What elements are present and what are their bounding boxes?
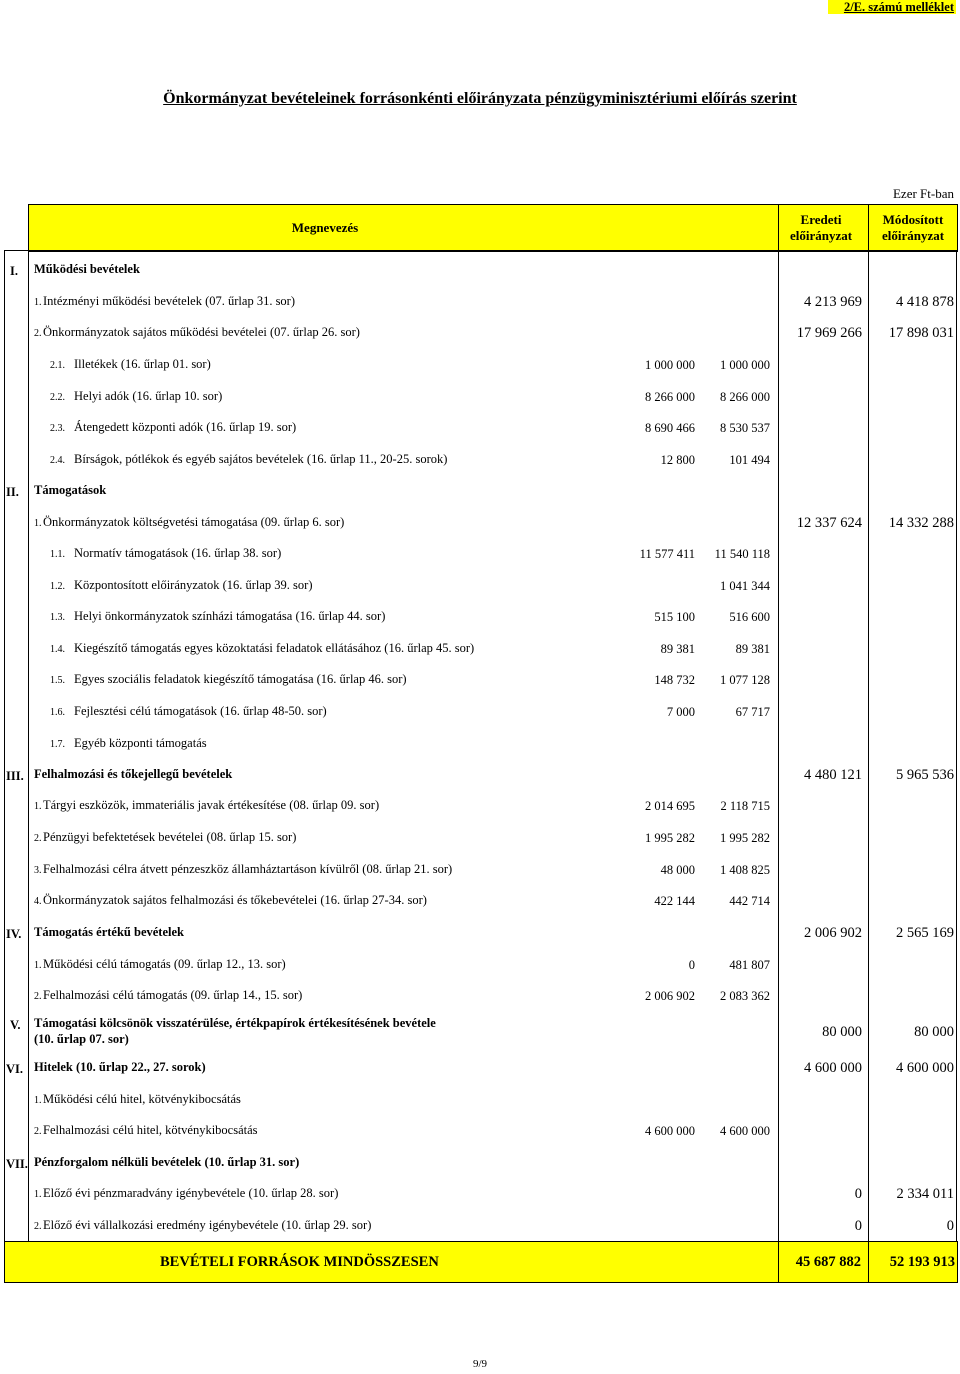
- row-label: Kiegészítő támogatás egyes közoktatási feladatok ellátásához (16. űrlap 45. sor): [74, 641, 475, 655]
- sub-original-value: 2 014 695: [645, 799, 695, 813]
- modified-value: 4 418 878: [896, 294, 954, 310]
- sub-original-value: 7 000: [666, 705, 695, 719]
- sub-original-value: 11 577 411: [639, 547, 695, 561]
- row-label: Működési célú hitel, kötvénykibocsátás: [43, 1092, 241, 1106]
- modified-value: 14 332 288: [888, 515, 954, 531]
- sub-original-value: 515 100: [654, 610, 695, 624]
- modified-value: 4 600 000: [896, 1060, 954, 1076]
- original-value: 17 969 266: [796, 325, 862, 341]
- section-title: Felhalmozási és tőkejellegű bevételek: [34, 767, 233, 781]
- row-label: Egyes szociális feladatok kiegészítő támogatása (16. űrlap 46. sor): [74, 672, 407, 686]
- original-value: 4 600 000: [804, 1060, 862, 1076]
- row-label: Normatív támogatások (16. űrlap 38. sor): [74, 546, 282, 560]
- sub-modified-value: 481 807: [729, 958, 770, 972]
- row-label: Tárgyi eszközök, immateriális javak értékesítése (08. űrlap 09. sor): [43, 798, 380, 812]
- row-label: Központosított előirányzatok (16. űrlap 39. sor): [74, 578, 313, 592]
- header-name: Megnevezés: [291, 220, 359, 235]
- sub-modified-value: 89 381: [735, 642, 770, 656]
- sub-modified-value: 2 083 362: [720, 989, 770, 1003]
- grid-line: [868, 1241, 869, 1282]
- sub-modified-value: 1 077 128: [720, 673, 770, 687]
- sub-modified-value: 516 600: [729, 610, 770, 624]
- modified-value: 5 965 536: [896, 767, 954, 783]
- sub-modified-value: 8 266 000: [720, 390, 770, 404]
- row-label: Illetékek (16. űrlap 01. sor): [74, 357, 211, 371]
- modified-value: 17 898 031: [888, 325, 954, 341]
- original-value: 80 000: [822, 1024, 862, 1040]
- grid-line: [778, 1241, 779, 1282]
- section-number: I.: [10, 264, 18, 278]
- row-index: 2.4.: [50, 455, 65, 466]
- annex-tag: 2/E. számú melléklet: [828, 0, 956, 14]
- sub-modified-value: 1 408 825: [720, 863, 770, 877]
- row-index: 2.: [34, 991, 42, 1002]
- row-index: 1.3.: [50, 612, 65, 623]
- modified-value: 0: [946, 1218, 954, 1234]
- sub-modified-value: 442 714: [729, 894, 770, 908]
- row-label: Működési célú támogatás (09. űrlap 12., 13. sor): [43, 957, 286, 971]
- modified-value: 80 000: [914, 1024, 954, 1040]
- row-index: 1.7.: [50, 739, 65, 750]
- total-modified: 52 193 913: [889, 1254, 955, 1270]
- row-label: Bírságok, pótlékok és egyéb sajátos bevételek (16. űrlap 11., 20-25. sorok): [74, 452, 448, 466]
- sub-original-value: 8 690 466: [645, 421, 695, 435]
- row-index: 1.: [34, 297, 42, 308]
- section-number: V.: [10, 1018, 21, 1032]
- sub-modified-value: 4 600 000: [720, 1124, 770, 1138]
- original-value: 0: [854, 1218, 862, 1234]
- sub-original-value: 12 800: [660, 453, 695, 467]
- row-index: 2.2.: [50, 392, 65, 403]
- row-index: 1.: [34, 1189, 42, 1200]
- row-label: Átengedett központi adók (16. űrlap 19. sor): [74, 420, 297, 434]
- header-divider: [868, 204, 869, 250]
- row-index: 1.6.: [50, 707, 65, 718]
- row-index: 1.1.: [50, 549, 65, 560]
- original-value: 12 337 624: [796, 515, 862, 531]
- row-label: Felhalmozási célra átvett pénzeszköz államháztartáson kívülről (08. űrlap 21. sor): [43, 862, 453, 876]
- sub-modified-value: 2 118 715: [720, 799, 770, 813]
- header-original: [779, 205, 863, 251]
- document-title: Önkormányzat bevételeinek forrásonkénti előirányzata pénzügyminisztériumi előírás szerint: [163, 90, 797, 107]
- row-index: 1.5.: [50, 675, 65, 686]
- row-label: Önkormányzatok sajátos felhalmozási és tőkebevételei (16. űrlap 27-34. sor): [43, 893, 427, 907]
- sub-modified-value: 1 995 282: [720, 831, 770, 845]
- sub-original-value: 1 995 282: [645, 831, 695, 845]
- grid-line: [28, 250, 29, 1241]
- total-label: BEVÉTELI FORRÁSOK MINDÖSSZESEN: [160, 1254, 439, 1270]
- row-index: 1.: [34, 1095, 42, 1106]
- row-label: Egyéb központi támogatás: [74, 736, 207, 750]
- header-original-label: Eredeti előirányzat: [789, 212, 853, 243]
- sub-original-value: 0: [688, 958, 695, 972]
- sub-original-value: 89 381: [660, 642, 695, 656]
- original-value: 4 213 969: [804, 294, 862, 310]
- sub-modified-value: 101 494: [729, 453, 770, 467]
- section-title: Támogatás értékű bevételek: [34, 925, 184, 939]
- grid-line: [778, 250, 779, 1241]
- section-number: IV.: [6, 927, 22, 941]
- page-number: 9/9: [472, 1358, 488, 1370]
- sub-original-value: 4 600 000: [645, 1124, 695, 1138]
- sub-original-value: 48 000: [660, 863, 695, 877]
- unit-label: Ezer Ft-ban: [892, 186, 954, 201]
- section-title: Támogatási kölcsönök visszatérülése, értékpapírok értékesítésének bevétele: [34, 1016, 436, 1030]
- grid-line: [4, 250, 5, 1241]
- total-original: 45 687 882: [795, 1254, 861, 1270]
- row-label: Helyi önkormányzatok színházi támogatása (16. űrlap 44. sor): [74, 609, 386, 623]
- row-index: 2.: [34, 1221, 42, 1232]
- sub-modified-value: 1 000 000: [720, 358, 770, 372]
- grid-line: [956, 250, 957, 1241]
- section-title-cont: (10. űrlap 07. sor): [34, 1032, 129, 1046]
- sub-original-value: 1 000 000: [645, 358, 695, 372]
- original-value: 2 006 902: [804, 925, 862, 941]
- modified-value: 2 565 169: [896, 925, 954, 941]
- original-value: 0: [854, 1186, 862, 1202]
- section-number: III.: [6, 769, 24, 783]
- sub-original-value: 148 732: [654, 673, 695, 687]
- row-label: Előző évi vállalkozási eredmény igénybevétele (10. űrlap 29. sor): [43, 1218, 372, 1232]
- row-label: Felhalmozási célú hitel, kötvénykibocsátás: [43, 1123, 258, 1137]
- grid-line: [868, 250, 869, 1241]
- row-label: Önkormányzatok költségvetési támogatása (09. űrlap 6. sor): [43, 515, 345, 529]
- row-index: 2.1.: [50, 360, 65, 371]
- header-modified-label: Módosított előirányzat: [881, 212, 945, 243]
- total-row: [4, 1241, 958, 1283]
- sub-modified-value: 11 540 118: [714, 547, 770, 561]
- original-value: 4 480 121: [804, 767, 862, 783]
- row-index: 1.: [34, 960, 42, 971]
- row-label: Fejlesztési célú támogatások (16. űrlap 48-50. sor): [74, 704, 327, 718]
- row-index: 4.: [34, 896, 42, 907]
- sub-original-value: 8 266 000: [645, 390, 695, 404]
- grid-line: [4, 250, 956, 251]
- row-label: Pénzügyi befektetések bevételei (08. űrlap 15. sor): [43, 830, 297, 844]
- table-header: [28, 204, 958, 252]
- row-label: Felhalmozási célú támogatás (09. űrlap 14., 15. sor): [43, 988, 303, 1002]
- section-number: VII.: [6, 1157, 28, 1171]
- section-title: Működési bevételek: [34, 262, 140, 276]
- row-index: 1.: [34, 518, 42, 529]
- modified-value: 2 334 011: [896, 1186, 954, 1202]
- section-title: Támogatások: [34, 483, 107, 497]
- row-label: Önkormányzatok sajátos működési bevételei (07. űrlap 26. sor): [43, 325, 360, 339]
- row-index: 1.2.: [50, 581, 65, 592]
- section-title: Pénzforgalom nélküli bevételek (10. űrlap 31. sor): [34, 1155, 300, 1169]
- row-index: 2.: [34, 328, 42, 339]
- sub-original-value: 2 006 902: [645, 989, 695, 1003]
- row-index: 3.: [34, 865, 42, 876]
- section-number: VI.: [6, 1062, 24, 1076]
- row-index: 2.3.: [50, 423, 65, 434]
- section-number: II.: [6, 485, 19, 499]
- row-index: 2.: [34, 833, 42, 844]
- row-index: 1.: [34, 801, 42, 812]
- sub-modified-value: 67 717: [735, 705, 770, 719]
- sub-modified-value: 1 041 344: [720, 579, 770, 593]
- header-modified: [869, 205, 957, 251]
- sub-modified-value: 8 530 537: [720, 421, 770, 435]
- row-index: 2.: [34, 1126, 42, 1137]
- sub-original-value: 422 144: [654, 894, 695, 908]
- header-divider: [778, 204, 779, 250]
- row-index: 1.4.: [50, 644, 65, 655]
- row-label: Helyi adók (16. űrlap 10. sor): [74, 389, 223, 403]
- row-label: Intézményi működési bevételek (07. űrlap 31. sor): [43, 294, 296, 308]
- row-label: Előző évi pénzmaradvány igénybevétele (10. űrlap 28. sor): [43, 1186, 339, 1200]
- section-title: Hitelek (10. űrlap 22., 27. sorok): [34, 1060, 206, 1074]
